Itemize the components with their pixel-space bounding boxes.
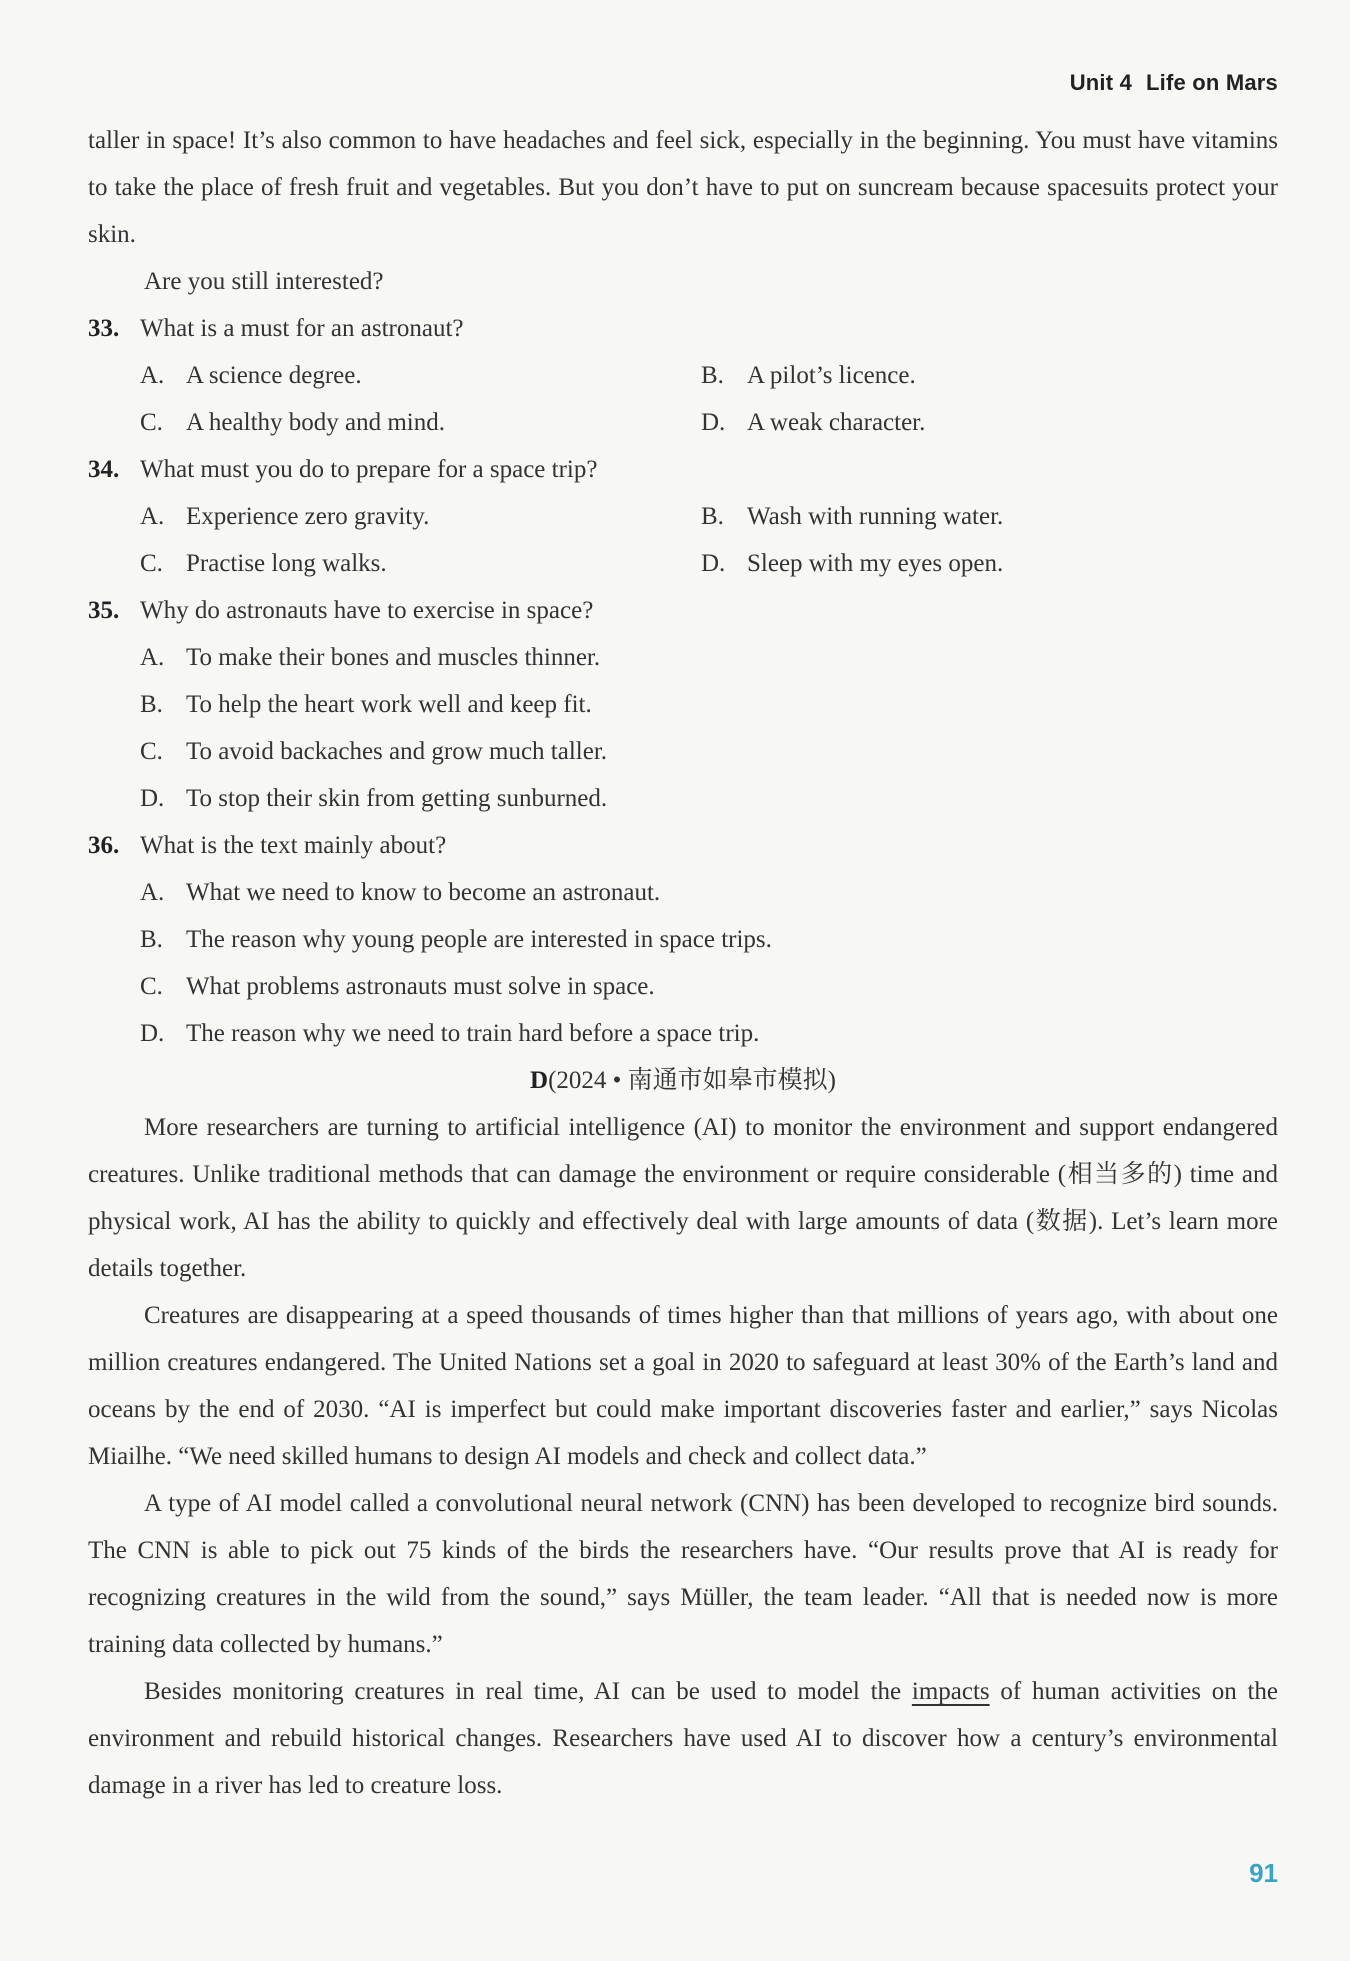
option-d[interactable]: D. A weak character. [701, 409, 926, 436]
option-c[interactable]: C. What problems astronauts must solve in space. [140, 973, 655, 1000]
question-number: 33. [88, 315, 120, 342]
option-b[interactable]: B. To help the heart work well and keep fit. [140, 691, 592, 718]
question-36 [88, 822, 1278, 1057]
option-d[interactable]: D. The reason why we need to train hard before a space trip. [140, 1020, 760, 1047]
passage-paragraph-4: Besides monitoring creatures in real time, AI can be used to model the impacts of human activities on the environment and rebuild historical changes. Researchers have used AI to discover how a century’s environmental damage in a river has led to creature loss. [88, 1678, 1278, 1799]
page-body [88, 117, 1278, 1809]
unit-label: Unit 4 [1069, 70, 1133, 95]
question-text: What is a must for an astronaut? [140, 315, 464, 342]
question-35 [88, 587, 1278, 822]
option-b[interactable]: B. Wash with running water. [701, 503, 1004, 530]
option-c[interactable]: C. A healthy body and mind. [140, 409, 445, 436]
passage-paragraph-2: Creatures are disappearing at a speed thousands of times higher than that millions of years ago, with about one million creatures endangered. The United Nations set a goal in 2020 to safeguard at least 30% of the Earth’s land and oceans by the end of 2030. “AI is imperfect but could make important discoveries faster and earlier,” says Nicolas Miailhe. “We need skilled humans to design AI models and check and collect data.” [88, 1302, 1278, 1470]
page-number: 91 [1249, 1858, 1278, 1888]
question-text: What must you do to prepare for a space trip? [140, 456, 598, 483]
section-title [88, 1057, 1278, 1104]
option-a[interactable]: A. What we need to know to become an astronaut. [140, 879, 661, 906]
option-b[interactable]: B. A pilot’s licence. [701, 362, 916, 389]
passage-paragraph-3: A type of AI model called a convolutional neural network (CNN) has been developed to recognize bird sounds. The CNN is able to pick out 75 kinds of the birds the researchers have. “Our results prove that AI is ready for recognizing creatures in the wild from the sound,” says Müller, the team leader. “All that is needed now is more training data collected by humans.” [88, 1490, 1278, 1658]
intro-paragraph-2: Are you still interested? [144, 268, 384, 295]
option-c[interactable]: C. To avoid backaches and grow much taller. [140, 738, 608, 765]
option-a[interactable]: A. To make their bones and muscles thinner. [140, 644, 601, 671]
option-d[interactable]: D. Sleep with my eyes open. [701, 550, 1004, 577]
option-c[interactable]: C. Practise long walks. [140, 550, 387, 577]
underlined-word: impacts [911, 1678, 990, 1705]
unit-title: Life on Mars [1146, 70, 1278, 95]
option-a[interactable]: A. A science degree. [140, 362, 362, 389]
intro-paragraph-1: taller in space! It’s also common to have headaches and feel sick, especially in the beginning. You must have vitamins to take the place of fresh fruit and vegetables. But you don’t have to put on suncream because spacesuits protect your skin. [88, 127, 1278, 248]
running-header [1070, 70, 1278, 96]
question-text: What is the text mainly about? [140, 832, 447, 859]
question-33 [88, 305, 1278, 446]
passage-paragraph-1: More researchers are turning to artificial intelligence (AI) to monitor the environment and support endangered creatures. Unlike traditional methods that can damage the environment or require considerable (相当多的) time and physical work, AI has the ability to quickly and effectively deal with large amounts of data (数据). Let’s learn more details together. [88, 1114, 1278, 1282]
section-letter: D [530, 1067, 549, 1094]
option-d[interactable]: D. To stop their skin from getting sunburned. [140, 785, 608, 812]
question-text: Why do astronauts have to exercise in space? [140, 597, 594, 624]
question-number: 36. [88, 832, 120, 859]
option-a[interactable]: A. Experience zero gravity. [140, 503, 430, 530]
question-34 [88, 446, 1278, 587]
question-number: 34. [88, 456, 120, 483]
option-b[interactable]: B. The reason why young people are interested in space trips. [140, 926, 772, 953]
section-source: (2024 • 南通市如皋市模拟) [548, 1067, 836, 1094]
question-number: 35. [88, 597, 120, 624]
